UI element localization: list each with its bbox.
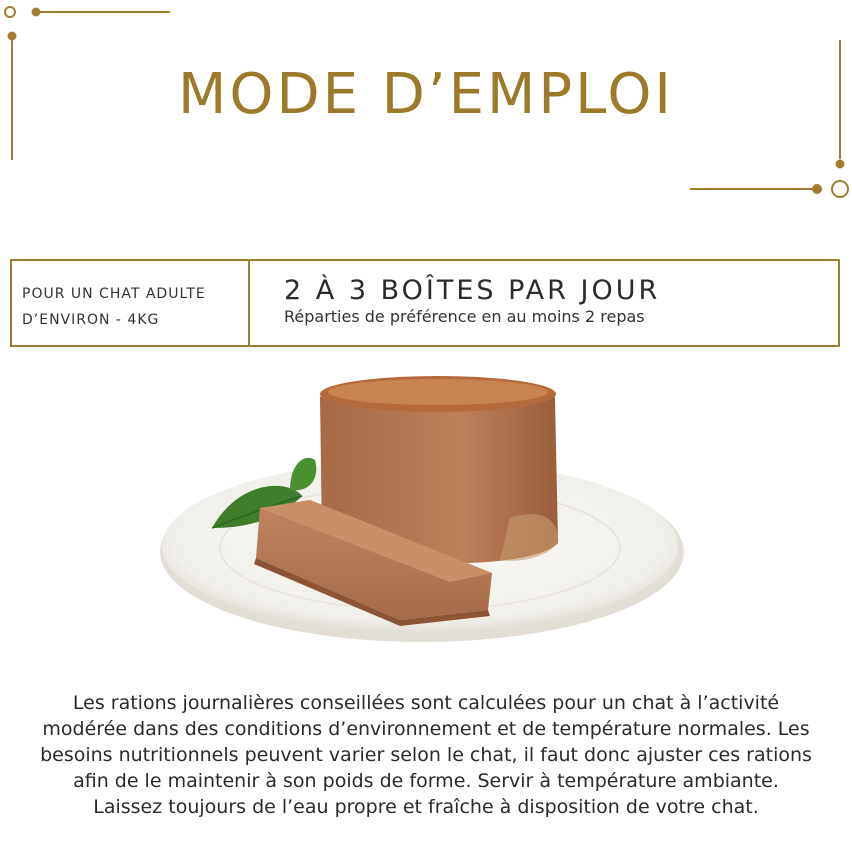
- dosage-target-line1: POUR UN CHAT ADULTE: [22, 286, 206, 302]
- dosage-target: [12, 261, 250, 345]
- dosage-amount: [250, 261, 660, 345]
- dosage-headline: 2 À 3 BOÎTES PAR JOUR: [284, 275, 661, 306]
- dosage-target-line2: D’ENVIRON - 4KG: [22, 312, 160, 328]
- instructions-text: Les rations journalières conseillées sont calculées pour un chat à l’activité modérée dans des conditions d’environnement et de température normales. Les besoins nutritionnels peuvent varier selon le chat, il faut donc ajuster ces rations afin de le maintenir à son poids de forme. Servir à température ambiante. Laissez toujours de l’eau propre et fraîche à disposition de votre chat.: [40, 692, 812, 818]
- pate-on-plate-illustration: [150, 368, 710, 658]
- page-title: MODE D’EMPLOI: [178, 62, 674, 127]
- dosage-subline: Réparties de préférence en au moins 2 repas: [284, 307, 645, 326]
- dosage-box: [10, 259, 840, 347]
